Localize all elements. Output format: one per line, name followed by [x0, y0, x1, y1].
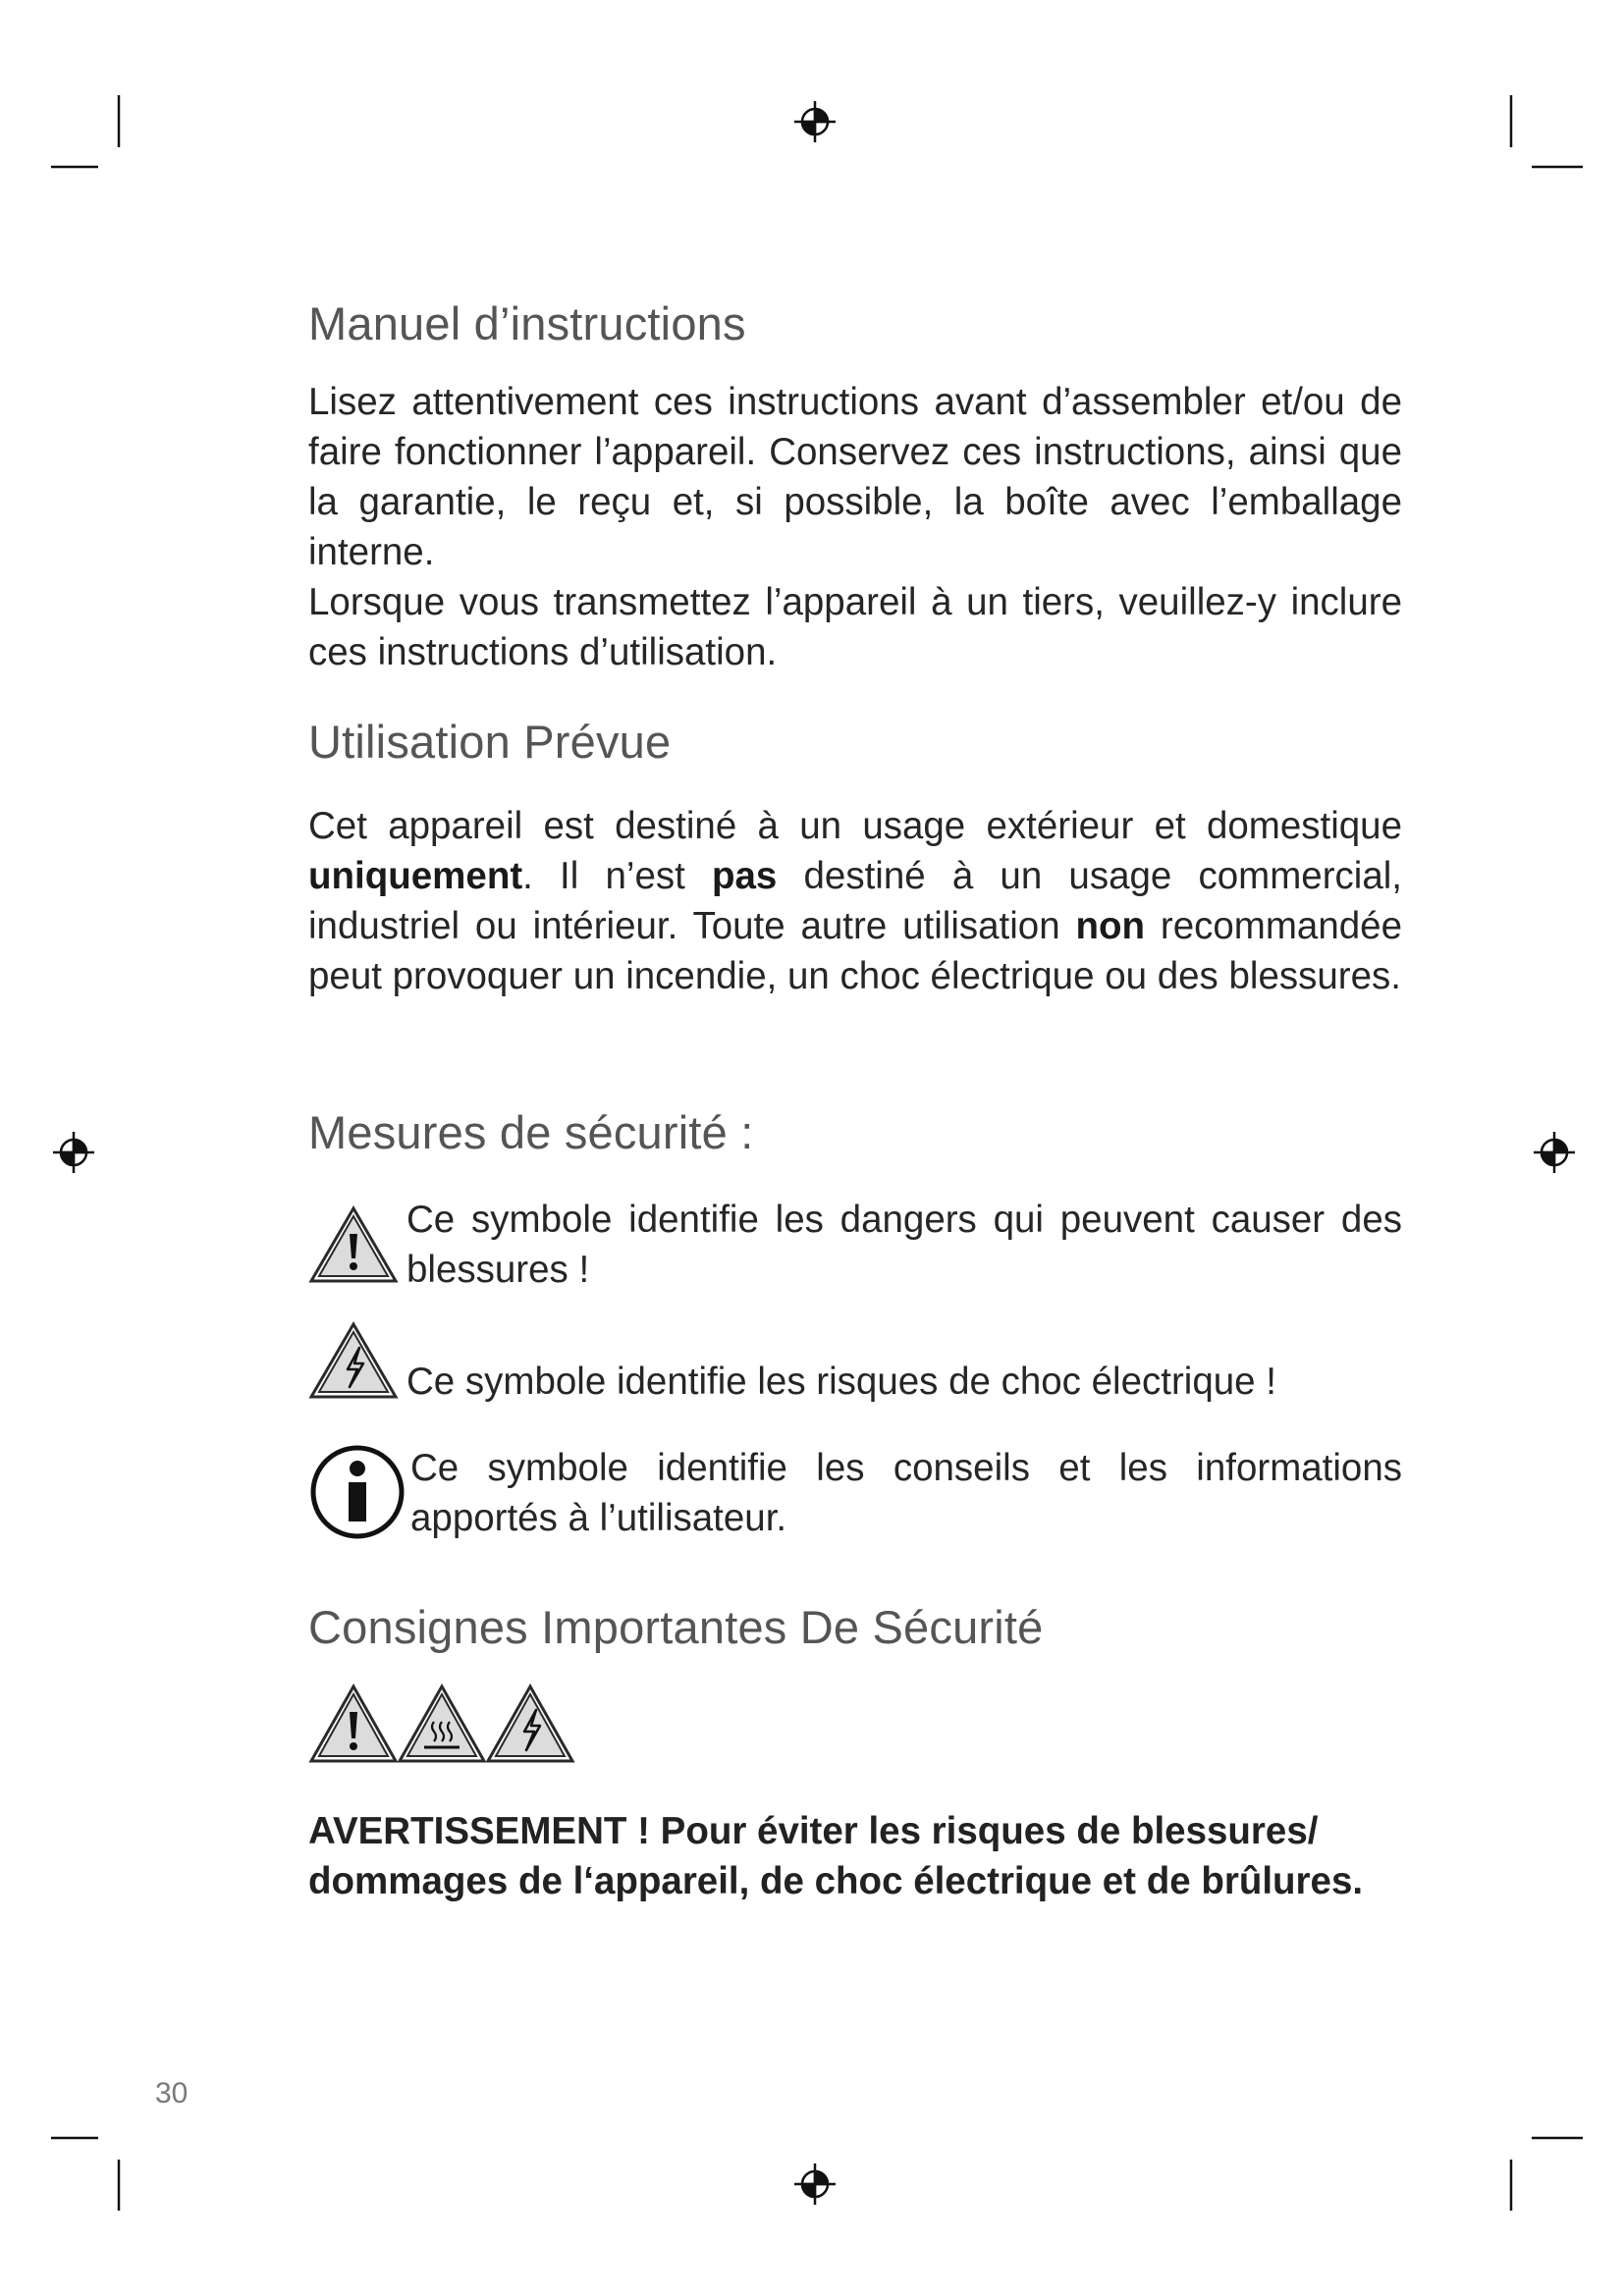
- safety-section: [308, 1103, 1402, 1162]
- important-section: [308, 1598, 1402, 1657]
- electric-shock-icon: [485, 1682, 575, 1765]
- symbol-text-info: Ce symbole identifie les conseils et les informations apportés à l’utilisateur.: [410, 1447, 1402, 1539]
- intro-section: [308, 294, 1402, 677]
- section-title-instructions: Manuel d’instructions: [308, 297, 746, 349]
- warning-triangle-icon: [308, 1682, 399, 1765]
- important-icons: [308, 1682, 1402, 1771]
- registration-mark-top: [794, 101, 836, 142]
- symbol-row-electric: [308, 1315, 1402, 1414]
- usage-section: [308, 713, 1402, 1001]
- usage-paragraph: [308, 801, 1402, 1001]
- registration-mark-bottom: [794, 2163, 836, 2205]
- warning-triangle-icon: [308, 1204, 399, 1285]
- registration-mark-right: [1534, 1132, 1575, 1173]
- usage-text-2: . Il n’est: [522, 855, 712, 897]
- symbol-text-electric: Ce symbole identifie les risques de choc électrique !: [406, 1361, 1276, 1403]
- info-circle-icon: [308, 1443, 406, 1541]
- hot-surface-icon: [397, 1682, 487, 1765]
- warning-block: [308, 1806, 1402, 1906]
- usage-bold-uniquement: uniquement: [308, 855, 523, 897]
- usage-bold-non: non: [1075, 905, 1146, 947]
- section-title-usage: Utilisation Prévue: [308, 716, 672, 768]
- section-title-important: Consignes Importantes De Sécurité: [308, 1601, 1044, 1653]
- intro-paragraph-2: Lorsque vous transmettez l’appareil à un tiers, veuillez-y inclure ces instructions d’utilisation.: [308, 581, 1402, 673]
- usage-bold-pas: pas: [711, 855, 778, 897]
- usage-text-4: recommandée peut provoquer un incendie, un choc électrique ou des blessures.: [308, 905, 1402, 997]
- warning-text: AVERTISSEMENT ! Pour éviter les risques de blessures/ dommages de l‘appareil, de choc électrique et de brûlures.: [308, 1810, 1364, 1902]
- symbol-row-danger: [308, 1195, 1402, 1303]
- registration-mark-left: [53, 1132, 94, 1173]
- electric-shock-icon: [308, 1320, 399, 1401]
- symbol-text-danger: Ce symbole identifie les dangers qui peuvent causer des blessures !: [406, 1199, 1402, 1291]
- usage-text-3: destiné à un usage commercial, industriel ou intérieur. Toute autre utilisation: [308, 855, 1402, 947]
- intro-paragraph-1: Lisez attentivement ces instructions avant d’assembler et/ou de faire fonctionner l’appareil. Conservez ces instructions, ainsi que la garantie, le reçu et, si possible, la boîte avec l’emballage interne.: [308, 381, 1402, 573]
- section-title-safety: Mesures de sécurité :: [308, 1106, 754, 1158]
- usage-text-1: Cet appareil est destiné à un usage extérieur et domestique: [308, 805, 1402, 847]
- symbol-row-info: [308, 1443, 1402, 1551]
- page-number: 30: [155, 2077, 189, 2109]
